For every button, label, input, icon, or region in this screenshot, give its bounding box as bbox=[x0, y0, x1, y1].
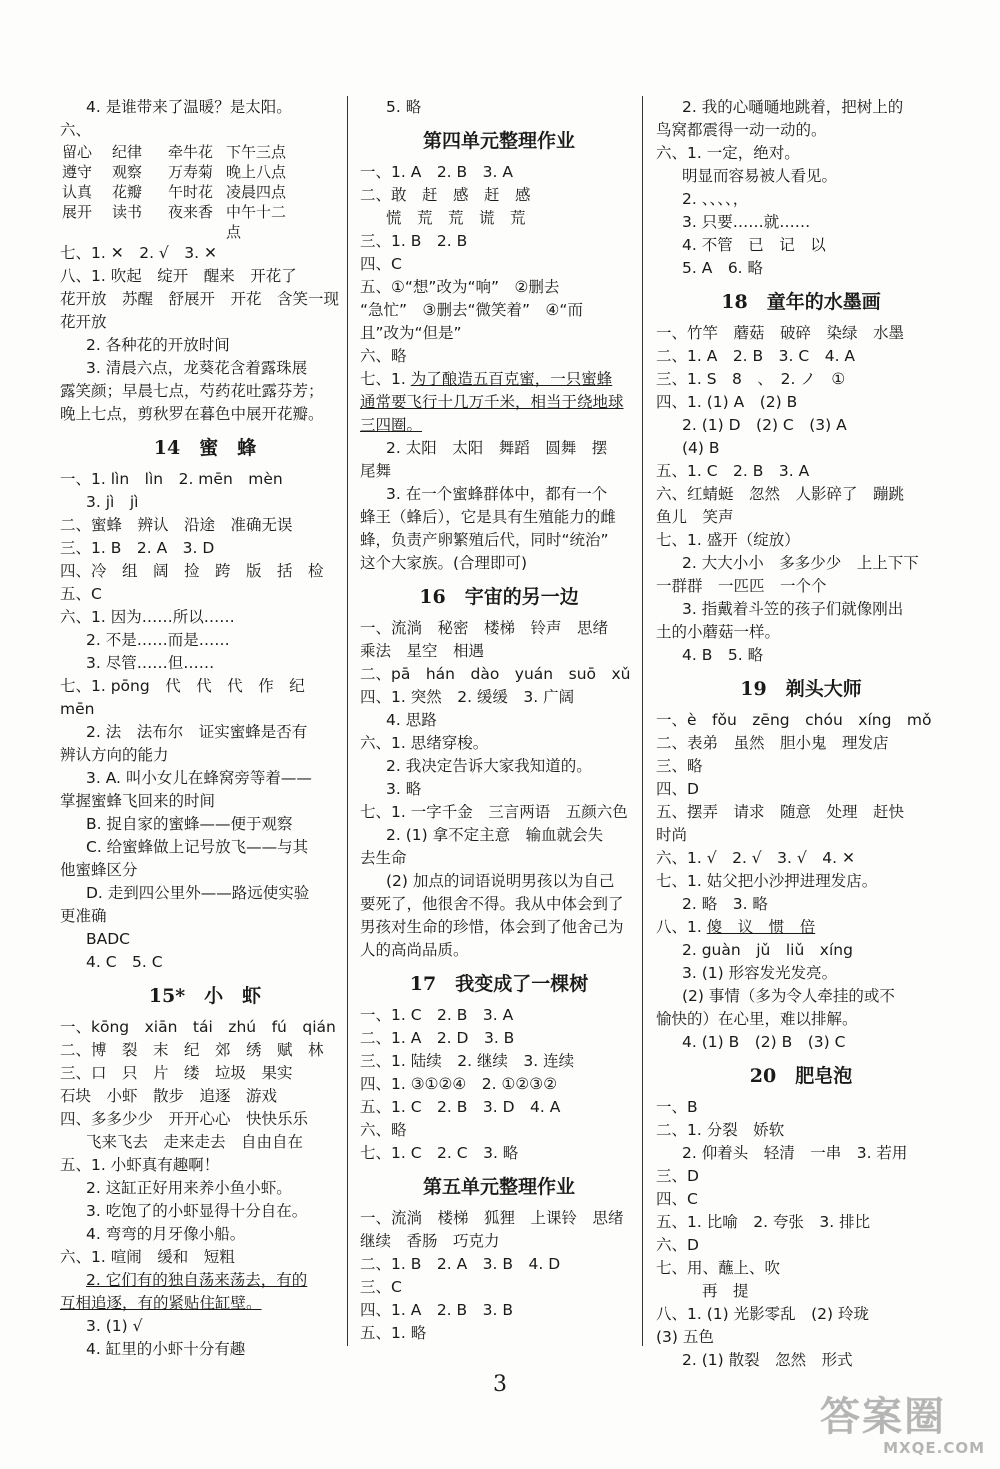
text-line: 一、kōng xiān tái zhú fú qián bbox=[60, 1018, 336, 1036]
text-line: 男孩对生命的珍惜，体会到了他舍己为 bbox=[360, 918, 624, 936]
item-prefix: 七、1. bbox=[360, 370, 411, 388]
text-line: 3. 在一个蜜蜂群体中，都有一个 bbox=[386, 485, 608, 503]
text-line: D. 走到四公里外——路远使实验 bbox=[86, 884, 310, 902]
match-cell: 下午三点 bbox=[226, 143, 287, 161]
section-heading: 第五单元整理作业 bbox=[422, 1176, 575, 1198]
text-line: 五、1. 比喻 2. 夸张 3. 排比 bbox=[656, 1213, 871, 1231]
text-line: 继续 香肠 巧克力 bbox=[360, 1232, 500, 1250]
section-heading: 18 童年的水墨画 bbox=[721, 291, 881, 313]
text-line: 4. 思路 bbox=[386, 711, 437, 729]
text-line: 二、1. A 2. D 3. B bbox=[360, 1029, 515, 1047]
text-line: 七、1. ✕ 2. √ 3. ✕ bbox=[60, 244, 217, 262]
text-line: 2. 这缸正好用来养小鱼小虾。 bbox=[86, 1179, 292, 1197]
text-line: 四、多多少少 开开心心 快快乐乐 bbox=[60, 1110, 309, 1128]
text-line: 一、1. A 2. B 3. A bbox=[360, 163, 513, 181]
underlined-text-line: 三四圈。 bbox=[360, 416, 423, 434]
text-line: 3. 清晨六点，龙葵花含着露珠展 bbox=[86, 359, 308, 377]
text-line: 六、1. 一定，绝对。 bbox=[656, 144, 800, 162]
item-prefix: 八、1. bbox=[656, 918, 707, 936]
text-line: 5. A 6. 略 bbox=[682, 259, 764, 277]
text-line: 五、①“想”改为“响” ②删去 bbox=[360, 278, 560, 296]
section-heading: 14 蜜 蜂 bbox=[153, 437, 257, 459]
text-line: 一、流淌 楼梯 狐狸 上课铃 思绪 bbox=[360, 1209, 624, 1227]
text-line: 五、1. 小虾真有趣啊！ bbox=[60, 1156, 220, 1174]
text-line: 去生命 bbox=[360, 849, 407, 867]
text-line: 二、1. 分裂 娇软 bbox=[656, 1121, 785, 1139]
text-line: 四、1. ③①②④ 2. ①②③② bbox=[360, 1075, 558, 1093]
text-line: 鸟窝都震得一动一动的。 bbox=[656, 121, 827, 139]
text-line: 他蜜蜂区分 bbox=[60, 861, 138, 879]
text-line: 慌 荒 荒 谎 荒 bbox=[386, 209, 526, 227]
text-line: 六、略 bbox=[360, 347, 407, 365]
text-line: 四、冷 组 阔 捡 跨 版 括 检 bbox=[60, 562, 324, 580]
text-line: 八、1. (1) 光影零乱 (2) 玲珑 bbox=[656, 1305, 869, 1323]
text-line: 蜂王（蜂后），它是具有生殖能力的雌 bbox=[360, 508, 616, 526]
text-line: 四、1. (1) A (2) B bbox=[656, 393, 798, 411]
text-line: 3. jì jì bbox=[86, 493, 139, 511]
text-line: 2. 略 3. 略 bbox=[682, 895, 768, 913]
match-cell: 观察 bbox=[112, 163, 143, 181]
column-2 bbox=[360, 96, 638, 1345]
text-line: 六、1. √ 2. √ 3. √ 4. ✕ bbox=[656, 849, 855, 867]
text-line: 八、1. 吹起 绽开 醒来 开花了 bbox=[60, 267, 297, 285]
text-line: 六、D bbox=[656, 1236, 699, 1254]
text-line: 四、1. 突然 2. 缓缓 3. 广阔 bbox=[360, 688, 575, 706]
text-line: (2) 加点的词语说明男孩以为自己 bbox=[386, 872, 615, 890]
text-line: 4. 是谁带来了温暖？是太阳。 bbox=[86, 98, 292, 116]
text-line: 石块 小虾 散步 追逐 游戏 bbox=[60, 1087, 278, 1105]
text-line: 二、表弟 虽然 胆小鬼 理发店 bbox=[656, 734, 889, 752]
text-line: 二、1. B 2. A 3. B 4. D bbox=[360, 1255, 561, 1273]
text-line: 三、1. B 2. A 3. D bbox=[60, 539, 215, 557]
text-line: 2. 、、、、， bbox=[682, 190, 749, 208]
text-line: C. 给蜜蜂做上记号放飞——与其 bbox=[86, 838, 309, 856]
text-line: 露笑颜；早晨七点，芍药花吐露芬芳； bbox=[60, 382, 324, 400]
text-line: 七、用、蘸上、吹 bbox=[656, 1259, 781, 1277]
text-line: 3. A. 叫小女儿在蜂窝旁等着—— bbox=[86, 769, 312, 787]
match-cell: 纪律 bbox=[112, 143, 143, 161]
text-line: 一、è fǒu zēng chóu xíng mǒ bbox=[656, 711, 932, 729]
text-line: 3. 指戴着斗笠的孩子们就像刚出 bbox=[682, 600, 904, 618]
underlined-text-line: 通常要飞行十几万千米，相当于绕地球 bbox=[360, 393, 624, 411]
text-line: 六、略 bbox=[360, 1121, 407, 1139]
match-cell: 遵守 bbox=[62, 163, 93, 181]
section-heading: 第四单元整理作业 bbox=[422, 130, 575, 152]
text-line: 4. C 5. C bbox=[86, 953, 163, 971]
text-line bbox=[656, 916, 946, 939]
text-line: 蜂，负责产卵繁殖后代，同时“统治” bbox=[360, 531, 609, 549]
text-line: 3. 吃饱了的小虾显得十分自在。 bbox=[86, 1202, 308, 1220]
watermark-logo bbox=[820, 1395, 985, 1461]
text-line: 且”改为“但是” bbox=[360, 324, 462, 342]
text-line: 三、1. B 2. B bbox=[360, 232, 468, 250]
matching-exercise bbox=[62, 142, 350, 242]
text-line: 2. 仰着头 轻清 一串 3. 若用 bbox=[682, 1144, 908, 1162]
text-line: B. 捉自家的蜜蜂——便于观察 bbox=[86, 815, 293, 833]
text-line: 4. 不管 已 记 以 bbox=[682, 236, 826, 254]
section-heading: 16 宇宙的另一边 bbox=[419, 586, 579, 608]
match-cell: 认真 bbox=[62, 183, 93, 201]
text-line: 再 提 bbox=[702, 1282, 749, 1300]
text-line: 三、C bbox=[360, 1278, 402, 1296]
text-line: 七、1. 盛开（绽放） bbox=[656, 531, 800, 549]
watermark-url: MXQE.COM bbox=[883, 1439, 985, 1457]
underlined-text: 为了酿造五百克蜜，一只蜜蜂 bbox=[410, 370, 613, 388]
text-line: 二、博 裂 末 纪 郊 绣 赋 林 bbox=[60, 1041, 324, 1059]
text-line: 花开放 bbox=[60, 313, 107, 331]
match-cell: 花瓣 bbox=[112, 183, 143, 201]
text-line: 四、C bbox=[656, 1190, 698, 1208]
text-line: 一、1. C 2. B 3. A bbox=[360, 1006, 514, 1024]
text-line: 一群群 一匹匹 一个个 bbox=[656, 577, 827, 595]
text-line: 五、1. C 2. B 3. D 4. A bbox=[360, 1098, 561, 1116]
text-line: 一、流淌 秘密 楼梯 铃声 思绪 bbox=[360, 619, 609, 637]
text-line: 2. 大大小小 多多少少 上上下下 bbox=[682, 554, 919, 572]
text-line: 六、1. 思绪穿梭。 bbox=[360, 734, 489, 752]
text-line: 2. (1) 散裂 忽然 形式 bbox=[682, 1351, 853, 1369]
match-cell: 读书 bbox=[112, 203, 143, 221]
match-cell: 牵牛花 bbox=[168, 143, 214, 161]
text-line: 五、C bbox=[60, 585, 102, 603]
text-line: mēn bbox=[60, 700, 95, 718]
match-cell: 中午十二点 bbox=[226, 203, 287, 241]
text-line: 2. 不是……而是…… bbox=[86, 631, 230, 649]
text-line: 更准确 bbox=[60, 907, 107, 925]
text-line: 2. 法 法布尔 证实蜜蜂是否有 bbox=[86, 723, 308, 741]
text-line: 花开放 苏醒 舒展开 开花 含笑一现 bbox=[60, 290, 340, 308]
text-line: 2. guàn jǔ liǔ xíng bbox=[682, 941, 853, 959]
text-line: 3. (1) √ bbox=[86, 1317, 143, 1335]
text-line: 五、1. C 2. B 3. A bbox=[656, 462, 810, 480]
text-line: 2. (1) D (2) C (3) A bbox=[682, 416, 847, 434]
text-line: 五、1. 略 bbox=[360, 1324, 427, 1342]
text-line bbox=[360, 368, 638, 391]
page-number: 3 bbox=[493, 1372, 507, 1397]
text-line: 尾舞 bbox=[360, 462, 392, 480]
text-line: 四、1. A 2. B 3. B bbox=[360, 1301, 514, 1319]
text-line: 四、C bbox=[360, 255, 402, 273]
underlined-text: 傻 议 惯 倍 bbox=[706, 918, 816, 936]
text-line: 3. 只要……就…… bbox=[682, 213, 811, 231]
text-line: 鱼儿 笑声 bbox=[656, 508, 734, 526]
text-line: 辨认方向的能力 bbox=[60, 746, 169, 764]
text-line: 六、1. 因为……所以…… bbox=[60, 608, 235, 626]
text-line: BADC bbox=[86, 930, 130, 948]
text-line: 乘法 星空 相遇 bbox=[360, 642, 485, 660]
text-line: 四、D bbox=[656, 780, 699, 798]
text-line: 二、敢 赶 感 赶 感 bbox=[360, 186, 531, 204]
text-line: 一、1. lìn lìn 2. mēn mèn bbox=[60, 470, 283, 488]
match-cell: 凌晨四点 bbox=[226, 183, 287, 201]
section-heading: 15* 小 虾 bbox=[148, 985, 262, 1007]
section-heading: 20 肥皂泡 bbox=[749, 1065, 853, 1087]
column-1 bbox=[60, 96, 350, 1361]
text-line: 2. 我决定告诉大家我知道的。 bbox=[386, 757, 592, 775]
column-3 bbox=[656, 96, 946, 1372]
text-line: 二、蜜蜂 辨认 沿途 准确无误 bbox=[60, 516, 293, 534]
underlined-text-line: 互相追逐，有的紧贴住缸壁。 bbox=[60, 1294, 262, 1312]
section-heading: 17 我变成了一棵树 bbox=[409, 973, 589, 995]
text-line: “急忙” ③删去“微笑着” ④“而 bbox=[360, 301, 583, 319]
text-line: 明显而容易被人看见。 bbox=[682, 167, 838, 185]
text-line: 2. 我的心嗵嗵地跳着，把树上的 bbox=[682, 98, 904, 116]
text-line: 六、红蜻蜓 忽然 人影碎了 蹦跳 bbox=[656, 485, 905, 503]
text-line: 这个大家族。(合理即可) bbox=[360, 554, 528, 572]
text-line: 飞来飞去 走来走去 自由自在 bbox=[86, 1133, 304, 1151]
text-line: 时尚 bbox=[656, 826, 688, 844]
text-line: 二、pā hán dào yuán suō xǔ bbox=[360, 665, 631, 683]
text-line: 六、1. 喧闹 缓和 短粗 bbox=[60, 1248, 235, 1266]
text-line: 土的小蘑菇一样。 bbox=[656, 623, 781, 641]
section-heading: 19 剃头大师 bbox=[740, 678, 862, 700]
match-cell: 万寿菊 bbox=[168, 163, 214, 181]
text-line: 3. 尽管……但…… bbox=[86, 654, 215, 672]
match-cell: 留心 bbox=[62, 143, 93, 161]
text-line: 2. 各种花的开放时间 bbox=[86, 336, 230, 354]
text-line: 4. (1) B (2) B (3) C bbox=[682, 1033, 846, 1051]
match-cell: 午时花 bbox=[168, 183, 214, 201]
text-line: 掌握蜜蜂飞回来的时间 bbox=[60, 792, 216, 810]
text-line: (4) B bbox=[682, 439, 720, 457]
text-line: 七、1. 一字千金 三言两语 五颜六色 bbox=[360, 803, 628, 821]
match-cell: 晚上八点 bbox=[226, 163, 287, 181]
text-line: 三、1. 陆续 2. 继续 3. 连续 bbox=[360, 1052, 575, 1070]
text-line: (2) 事情（多为令人牵挂的或不 bbox=[682, 987, 895, 1005]
text-line: 一、竹竿 蘑菇 破碎 染绿 水墨 bbox=[656, 324, 905, 342]
text-line: 4. 弯弯的月牙像小船。 bbox=[86, 1225, 246, 1243]
text-line: 要死了，他很舍不得。我从中体会到了 bbox=[360, 895, 624, 913]
match-cell: 展开 bbox=[62, 203, 93, 221]
text-line: 七、1. 姑父把小沙押进理发店。 bbox=[656, 872, 878, 890]
text-line: 2. 太阳 太阳 舞蹈 圆舞 摆 bbox=[386, 439, 608, 457]
text-line: 七、1. pōng 代 代 代 作 纪 bbox=[60, 677, 305, 695]
match-cell: 夜来香 bbox=[168, 203, 214, 221]
text-line: 人的高尚品质。 bbox=[360, 941, 469, 959]
text-line: 七、1. C 2. C 3. 略 bbox=[360, 1144, 519, 1162]
text-line: 三、略 bbox=[656, 757, 703, 775]
text-line: 三、1. S 8 、 2. ノ ① bbox=[656, 370, 846, 388]
text-line: 一、B bbox=[656, 1098, 698, 1116]
watermark-text: 答案圈 bbox=[820, 1394, 946, 1440]
text-line: 4. B 5. 略 bbox=[682, 646, 764, 664]
text-line: 2. (1) 拿不定主意 输血就会失 bbox=[386, 826, 604, 844]
text-line: 3. 略 bbox=[386, 780, 422, 798]
text-line: 3. (1) 形容发光发亮。 bbox=[682, 964, 838, 982]
text-line: 三、D bbox=[656, 1167, 699, 1185]
text-line: 六、 bbox=[60, 121, 92, 139]
text-line: 晚上七点，剪秋罗在暮色中展开花瓣。 bbox=[60, 405, 324, 423]
text-line: 二、1. A 2. B 3. C 4. A bbox=[656, 347, 856, 365]
text-line: 三、口 只 片 缕 垃圾 果实 bbox=[60, 1064, 293, 1082]
text-line: 愉快的）在心里，难以排解。 bbox=[656, 1010, 858, 1028]
underlined-text-line: 2. 它们有的独自荡来荡去，有的 bbox=[86, 1271, 308, 1289]
column-divider-right bbox=[642, 96, 643, 1346]
text-line: (3) 五色 bbox=[656, 1328, 714, 1346]
text-line: 5. 略 bbox=[386, 98, 422, 116]
text-line: 五、摆弄 请求 随意 处理 赶快 bbox=[656, 803, 905, 821]
text-line: 4. 缸里的小虾十分有趣 bbox=[86, 1340, 246, 1358]
